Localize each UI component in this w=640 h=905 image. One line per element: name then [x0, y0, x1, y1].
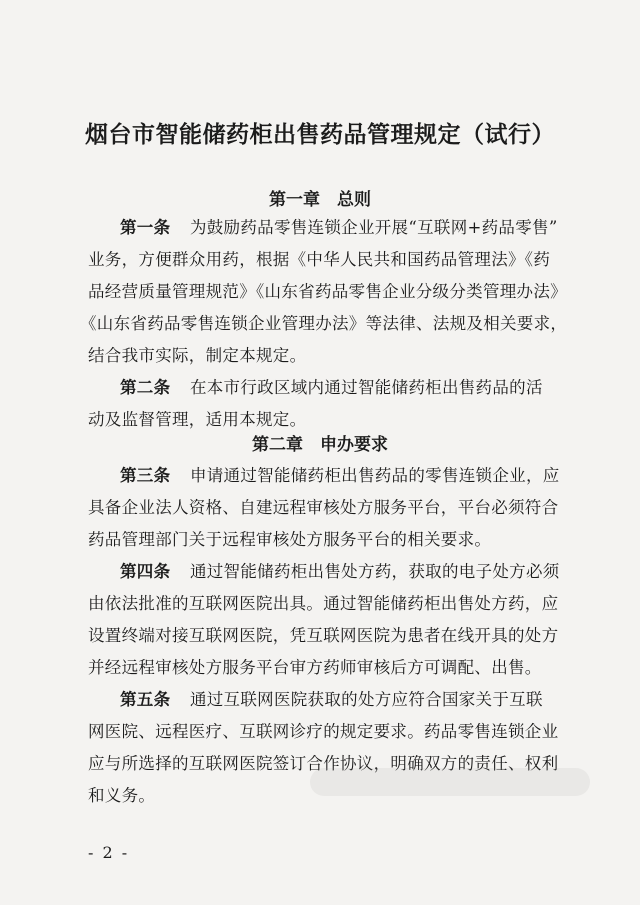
article-2-text-1: 在本市行政区域内通过智能储药柜出售药品的活	[189, 378, 543, 397]
article-1-text-1: 为鼓励药品零售连锁企业开展“互联网+药品零售”	[189, 218, 558, 237]
document-title: 烟台市智能储药柜出售药品管理规定（试行）	[85, 122, 555, 148]
article-5-text-1: 通过互联网医院获取的处方应符合国家关于互联	[189, 690, 543, 709]
article-5-line-4: 和义务。	[88, 786, 156, 805]
article-3-line-3: 药品管理部门关于远程审核处方服务平台的相关要求。	[88, 530, 492, 549]
article-1-line-5: 结合我市实际，制定本规定。	[88, 346, 307, 365]
article-1-line-2: 业务，方便群众用药，根据《中华人民共和国药品管理法》《药	[88, 250, 551, 269]
article-4-line-1	[120, 558, 560, 582]
article-1-line-1	[120, 214, 558, 238]
article-3-line-2: 具备企业法人资格、自建远程审核处方服务平台，平台必须符合	[88, 498, 559, 517]
article-1-line-3: 品经营质量管理规范》《山东省药品零售企业分级分类管理办法》	[88, 282, 567, 301]
article-3-label: 第三条	[120, 466, 171, 485]
chapter-2-heading: 第二章 申办要求	[252, 435, 388, 455]
article-2-line-1	[120, 374, 543, 398]
article-5-line-1	[120, 686, 543, 710]
page-number: - 2 -	[88, 843, 130, 862]
article-5-line-2: 网医院、远程医疗、互联网诊疗的规定要求。药品零售连锁企业	[88, 722, 559, 741]
faint-bleedthrough-mark	[310, 768, 590, 796]
article-3-text-1: 申请通过智能储药柜出售药品的零售连锁企业，应	[189, 466, 560, 485]
article-3-line-1	[120, 462, 560, 486]
article-5-line-3: 应与所选择的互联网医院签订合作协议，明确双方的责任、权利	[88, 754, 559, 773]
article-4-label: 第四条	[120, 562, 171, 581]
article-2-label: 第二条	[120, 378, 171, 397]
chapter-1-heading: 第一章 总则	[269, 190, 371, 210]
article-1-line-4: 《山东省药品零售连锁企业管理办法》等法律、法规及相关要求，	[80, 314, 568, 333]
article-5-label: 第五条	[120, 690, 171, 709]
article-4-text-1: 通过智能储药柜出售处方药，获取的电子处方必须	[189, 562, 560, 581]
article-4-line-2: 由依法批准的互联网医院出具。通过智能储药柜出售处方药，应	[88, 594, 559, 613]
article-1-label: 第一条	[120, 218, 171, 237]
article-2-line-2: 动及监督管理，适用本规定。	[88, 410, 307, 429]
article-4-line-4: 并经远程审核处方服务平台审方药师审核后方可调配、出售。	[88, 658, 542, 677]
article-4-line-3: 设置终端对接互联网医院，凭互联网医院为患者在线开具的处方	[88, 626, 559, 645]
